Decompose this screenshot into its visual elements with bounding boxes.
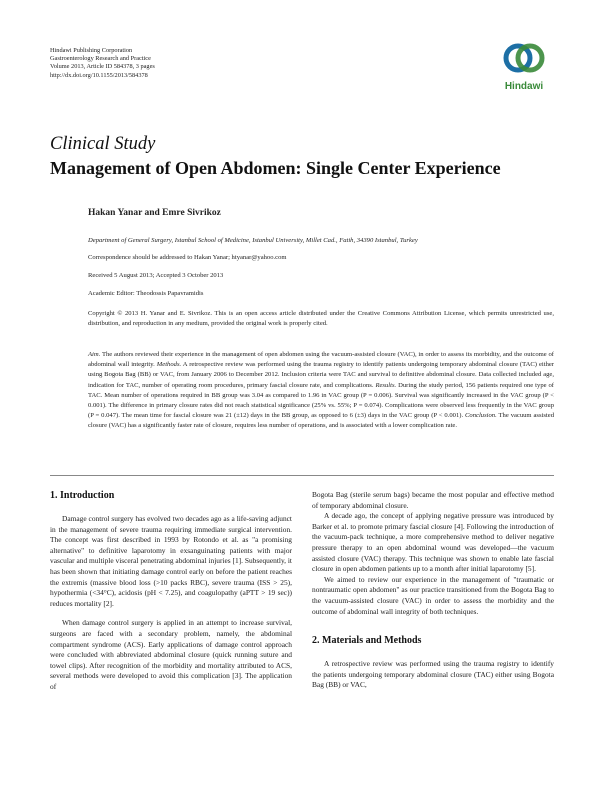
hindawi-logo: [494, 42, 554, 92]
left-column: [50, 490, 292, 693]
hindawi-wordmark: Hindawi: [504, 81, 544, 92]
abstract-methods: A retrospective review was performed using the trauma registry to identify patients undergoing temporary abdominal closure (TAC) either using Bogota Bag (BB) or VAC, from January 2006 to December 2012. Inclusion criteria were TAC and survival to definitive abdominal closure. Data collected included age, indication for TAC, number of operating room procedures, primary fascial closure rate, and complications.: [88, 361, 554, 389]
masthead: [50, 47, 155, 80]
abstract-methods-label: Methods.: [156, 361, 182, 369]
abstract-conclusion: The vacuum assisted closure (VAC) has a significantly faster rate of closure, requires less number of operations, and is associated with a lower complication rate.: [88, 412, 554, 430]
article-title: Management of Open Abdomen: Single Center Experience: [50, 158, 501, 178]
intro-paragraph-4: A decade ago, the concept of applying negative pressure was introduced by Barker et al. to promote primary fascial closure [4]. Following the introduction of the vacuum-pack technique, a more comprehensive method to deliver negative pressure therapy to an open abdominal wound was developed—the vacuum assisted closure (VAC) therapy. This technique was shown to enable late fascial closure in open abdomen patients up to a month after initial laparotomy [5].: [312, 511, 554, 574]
volume-line: Volume 2013, Article ID 584378, 3 pages: [50, 63, 155, 71]
journal-name: Gastroenterology Research and Practice: [50, 55, 151, 63]
affiliation: Department of General Surgery, Istanbul School of Medicine, Istanbul University, Millet Cad., Fatih, 34390 Istanbul, Turkey: [88, 237, 418, 244]
abstract-aim: The authors reviewed their experience in the management of open abdomen using the vacuum-assisted closure (VAC), in order to assess its morbidity, and the outcome of abdominal wall integrity.: [88, 351, 554, 369]
abstract-results-label: Results.: [375, 381, 397, 389]
authors: Hakan Yanar and Emre Sivrikoz: [88, 208, 221, 218]
intro-paragraph-5: We aimed to review our experience in the management of "traumatic or nontraumatic open abdomen" as our practice transitioned from the Bogota Bag to the vacuum-assisted closure (VAC) in order to assess the morbidity and the outcome of abdominal wall integrity of both techniques.: [312, 574, 554, 616]
abstract-aim-label: Aim.: [88, 351, 101, 358]
copyright-notice: Copyright © 2013 H. Yanar and E. Sivrikoz. This is an open access article distributed under the Creative Commons Attribution License, which permits unrestricted use, distribution, and reproduction in any medium, provided the original work is properly cited.: [88, 310, 554, 327]
intro-paragraph-1: Damage control surgery has evolved two decades ago as a life-saving adjunct in the management of severe trauma requiring immediate surgical intervention. The concept was first described in 1993 by Rotondo et al. as "a promising alternative" to definitive laparotomy in exsanguinating patients with major vascular and multiple visceral penetrating abdominal injuries [1]. Subsequently, it has been shown that initiating damage control early on before the patient reaches the extremis (massive blood loss (>10 packs RBC), severe trauma (ISS > 25), hypothermia (<34°C), acidosis (pH < 7.25), and coagulopathy (aPTT > 19 sec)) reduces mortality [2].: [50, 514, 292, 608]
methods-paragraph-1: A retrospective review was performed using the trauma registry to identify the patients undergoing temporary abdominal closure (TAC) either using Bogota Bag (BB) or VAC,: [312, 659, 554, 690]
abstract: [88, 350, 554, 432]
dates: Received 5 August 2013; Accepted 3 October 2013: [88, 272, 224, 279]
doi-link[interactable]: http://dx.doi.org/10.1155/2013/584378: [50, 71, 148, 79]
correspondence: Correspondence should be addressed to Hakan Yanar; htyanar@yahoo.com: [88, 254, 287, 261]
abstract-conclusion-label: Conclusion.: [465, 412, 497, 420]
academic-editor: Academic Editor: Theodossis Papavramidis: [88, 290, 204, 297]
intro-paragraph-3: Bogota Bag (sterile serum bags) became the most popular and effective method of temporary abdominal closure.: [312, 490, 554, 510]
article-type: Clinical Study: [50, 134, 156, 154]
publisher-name: Hindawi Publishing Corporation: [50, 47, 133, 54]
intro-paragraph-2: When damage control surgery is applied in an attempt to increase survival, surgeons are faced with a secondary problem, namely, the abdominal compartment syndrome (ACS). Early applications of damage control approach were concluded with abbreviated abdominal closure (quick running suture and towel clips). After recognition of the morbidity and mortality attributed to ACS, several methods were developed to avoid this complication [3]. The application of: [50, 618, 292, 691]
hindawi-logo-icon: [502, 42, 546, 74]
section-divider: [50, 475, 554, 476]
right-column: [312, 490, 554, 691]
section-heading-methods: 2. Materials and Methods: [312, 635, 422, 647]
abstract-results: During the study period, 156 patients required one type of TAC. Mean number of operations required in BB group was 3.04 as compared to 1.96 in VAC group (P = 0.006). Survival was significantly increased in the VAC group (P < 0.001). The difference in primary closure rates did not reach statistical significance (25% vs. 55%; P = 0.074). Complications were observed less frequently in the VAC group (P = 0.047). The mean time for fascial closure was 21 (±12) days in the BB group, as opposed to 6 (±3) days in the VAC group (P < 0.001).: [88, 381, 554, 420]
section-heading-introduction: 1. Introduction: [50, 490, 115, 501]
